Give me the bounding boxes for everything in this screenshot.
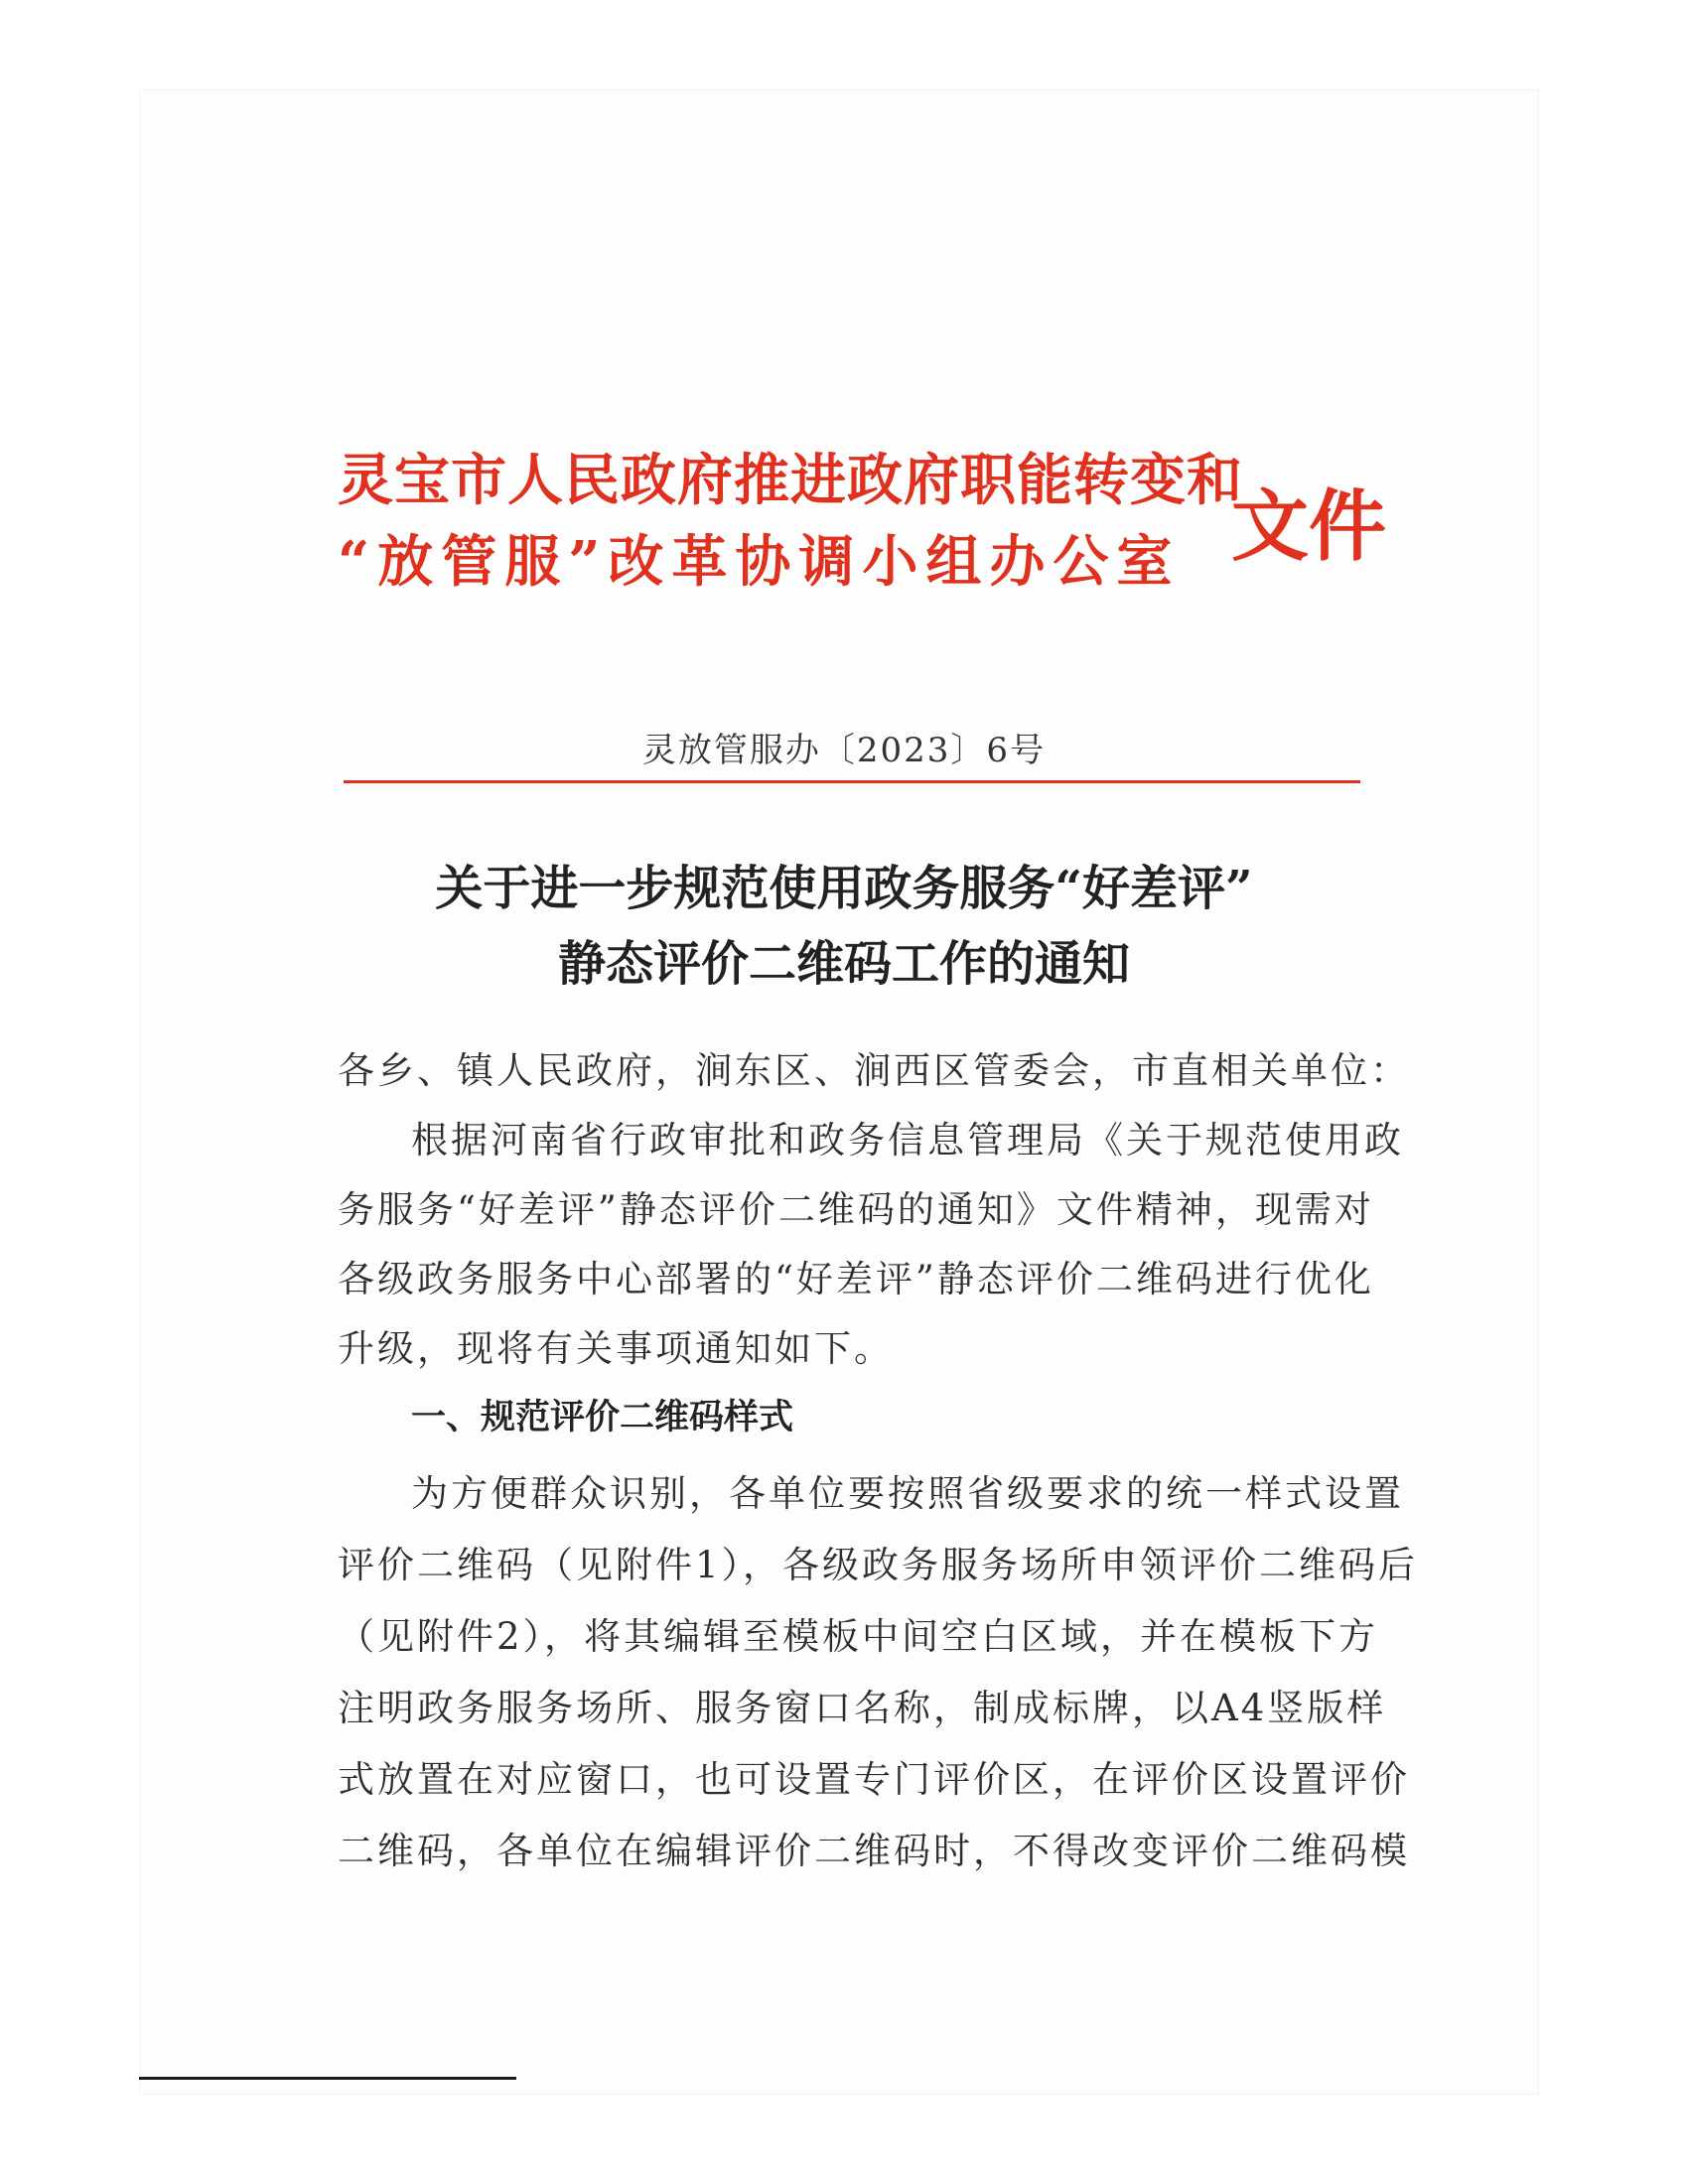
paragraph2-line: 评价二维码（见附件1），各级政务服务场所申领评价二维码后 xyxy=(338,1544,1419,1586)
paragraph2-line: （见附件2），将其编辑至模板中间空白区域，并在模板下方 xyxy=(338,1615,1379,1658)
paragraph2-line: 为方便群众识别，各单位要按照省级要求的统一样式设置 xyxy=(411,1472,1404,1515)
header-doc-type: 文件 xyxy=(1231,481,1387,572)
paragraph1-line: 升级，现将有关事项通知如下。 xyxy=(338,1327,894,1370)
document-number: 灵放管服办〔2023〕6号 xyxy=(641,731,1047,770)
red-separator-line xyxy=(344,780,1360,783)
salutation: 各乡、镇人民政府，涧东区、涧西区管委会，市直相关单位： xyxy=(338,1049,1410,1092)
scan-edge-mark xyxy=(139,2077,516,2080)
paragraph2-line: 式放置在对应窗口，也可设置专门评价区，在评价区设置评价 xyxy=(338,1758,1410,1801)
title-line2: 静态评价二维码工作的通知 xyxy=(557,936,1130,992)
header-org-line1: 灵宝市人民政府推进政府职能转变和 xyxy=(338,448,1243,513)
paragraph1-line: 务服务“好差评”静态评价二维码的通知》文件精神，现需对 xyxy=(338,1188,1374,1231)
paragraph2-line: 注明政务服务场所、服务窗口名称，制成标牌，以A4竖版样 xyxy=(338,1687,1387,1729)
paragraph2-line: 二维码，各单位在编辑评价二维码时，不得改变评价二维码模 xyxy=(338,1830,1410,1872)
red-header xyxy=(338,437,1387,596)
paragraph1-line: 各级政务服务中心部署的“好差评”静态评价二维码进行优化 xyxy=(338,1258,1374,1300)
section-heading-1: 一、规范评价二维码样式 xyxy=(411,1398,794,1437)
paragraph1-line: 根据河南省行政审批和政务信息管理局《关于规范使用政 xyxy=(411,1119,1404,1161)
title-line1: 关于进一步规范使用政务服务“好差评” xyxy=(435,861,1253,916)
header-org-line2: “放管服”改革协调小组办公室 xyxy=(338,529,1181,595)
